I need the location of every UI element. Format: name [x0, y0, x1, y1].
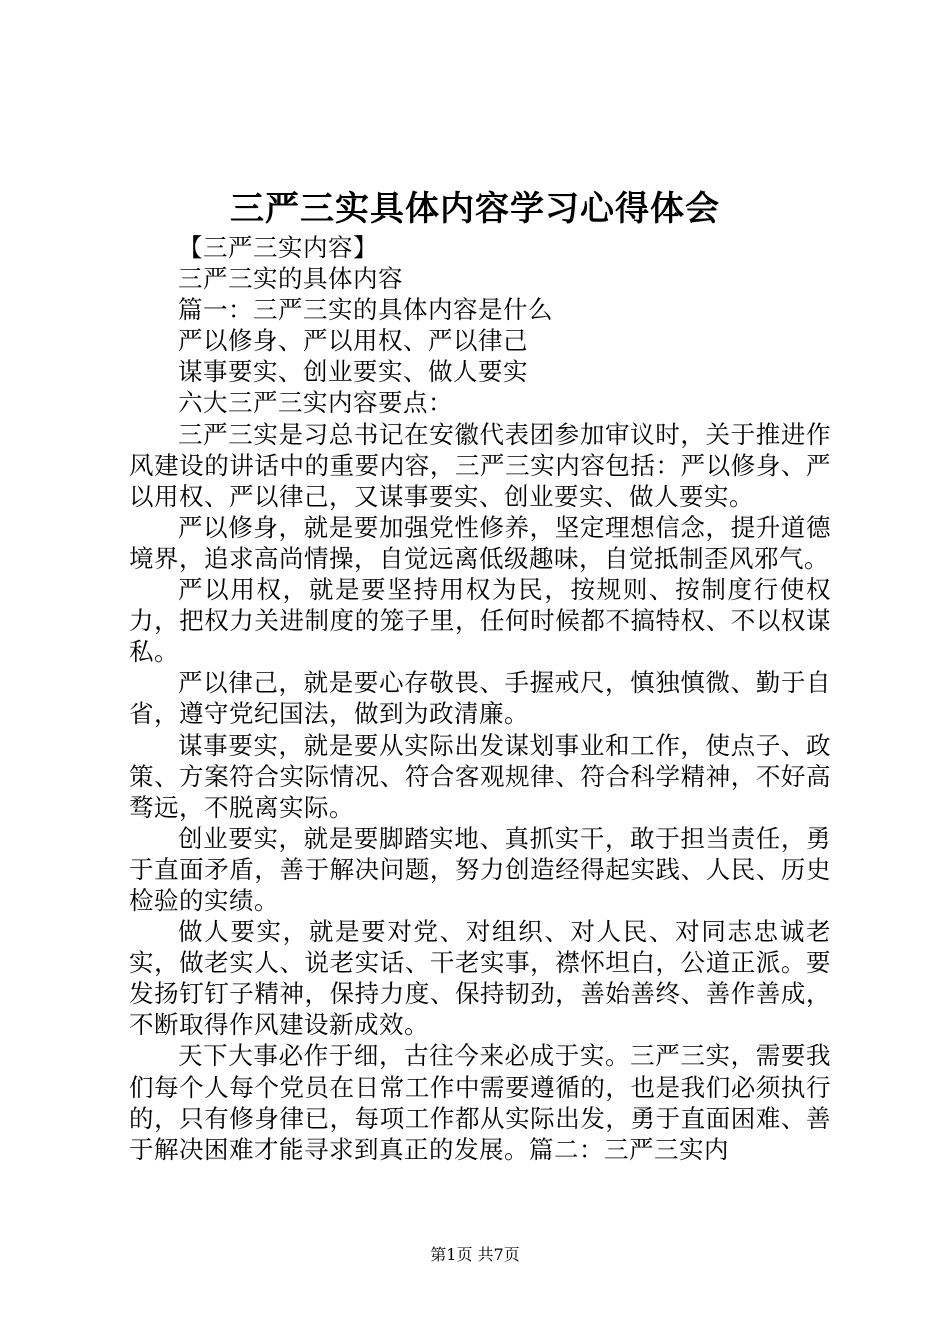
paragraph: 严以用权，就是要坚持用权为民，按规则、按制度行使权力，把权力关进制度的笼子里，任何时候都不搞特权、不以权谋私。: [129, 575, 831, 667]
paragraph: 做人要实，就是要对党、对组织、对人民、对同志忠诚老实，做老实人、说老实话、干老实事，襟怀坦白，公道正派。要发扬钉钉子精神，保持力度、保持韧劲，善始善终、善作善成，不断取得作风建设新成效。: [129, 917, 831, 1040]
paragraph: 天下大事必作于细，古往今来必成于实。三严三实，需要我们每个人每个党员在日常工作中需要遵循的，也是我们必须执行的，只有修身律已，每项工作都从实际出发，勇于直面困难、善于解决困难才能寻求到真正的发展。篇二：三严三实内: [129, 1041, 831, 1164]
document-body: [129, 232, 831, 1165]
paragraph: 严以修身，就是要加强党性修养，坚定理想信念，提升道德境界，追求高尚情操，自觉远离低级趣味，自觉抵制歪风邪气。: [129, 512, 831, 573]
paragraph: 严以律己，就是要心存敬畏、手握戒尺，慎独慎微、勤于自省，遵守党纪国法，做到为政清廉。: [129, 668, 831, 729]
paragraph: 篇一：三严三实的具体内容是什么: [178, 295, 553, 325]
document-title: 三严三实具体内容学习心得体会: [230, 189, 720, 229]
paragraph: 创业要实，就是要脚踏实地、真抓实干，敢于担当责任，勇于直面矛盾，善于解决问题，努力创造经得起实践、人民、历史检验的实绩。: [129, 823, 831, 915]
paragraph: 严以修身、严以用权、严以律己: [178, 326, 528, 356]
paragraph: 谋事要实、创业要实、做人要实: [178, 357, 528, 387]
paragraph: 三严三实的具体内容: [178, 264, 403, 294]
paragraph: 【三严三实内容】: [178, 233, 378, 262]
paragraph: 三严三实是习总书记在安徽代表团参加审议时，关于推进作风建设的讲话中的重要内容，三严三实内容包括：严以修身、严以用权、严以律己，又谋事要实、创业要实、做人要实。: [129, 419, 831, 511]
page-number-footer: 第1页 共7页: [430, 1245, 520, 1264]
paragraph: 六大三严三实内容要点：: [178, 388, 453, 418]
paragraph: 谋事要实，就是要从实际出发谋划事业和工作，使点子、政策、方案符合实际情况、符合客观规律、符合科学精神，不好高骛远，不脱离实际。: [129, 730, 831, 822]
